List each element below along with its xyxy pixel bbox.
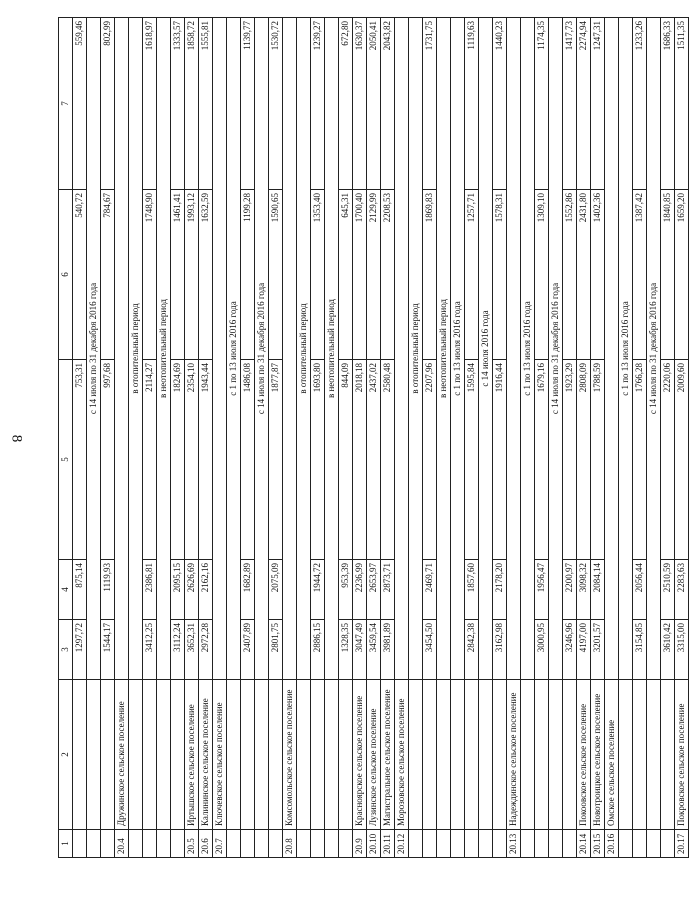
row-number: 20.16: [605, 830, 619, 858]
value-cell: 1387,42: [633, 190, 647, 360]
settlement-name: Морозовское сельское поселение: [395, 680, 409, 830]
row-number: 20.6: [199, 830, 213, 858]
table-row: [101, 18, 115, 858]
value-cell: 1840,85: [661, 190, 675, 360]
settlement-row: [381, 18, 395, 858]
header-cell: 7: [59, 18, 73, 190]
settlement-row: [283, 18, 297, 858]
value-cell: 2437,02: [367, 360, 381, 560]
value-cell: 1119,63: [465, 18, 479, 190]
header-cell: 6: [59, 190, 73, 360]
settlement-name: Комсомольское сельское поселение: [283, 680, 297, 830]
value-cell: 2018,18: [353, 360, 367, 560]
settlement-row: [199, 18, 213, 858]
value-cell: 1618,97: [143, 18, 157, 190]
period-row: [451, 18, 465, 858]
value-cell: 1944,72: [311, 560, 325, 620]
table-row: [73, 18, 87, 858]
value-cell: 1916,44: [493, 360, 507, 560]
period-row: [297, 18, 311, 858]
header-cell: 3: [59, 620, 73, 680]
tariff-table: [58, 17, 689, 858]
row-number: 20.15: [591, 830, 605, 858]
value-cell: 1824,69: [171, 360, 185, 560]
value-cell: 3098,32: [577, 560, 591, 620]
value-cell: 3162,98: [493, 620, 507, 680]
table-row: [311, 18, 325, 858]
settlement-row: [507, 18, 521, 858]
value-cell: 1956,47: [535, 560, 549, 620]
value-cell: 1486,08: [241, 360, 255, 560]
table-row: [661, 18, 675, 858]
value-cell: 1748,90: [143, 190, 157, 360]
value-cell: 953,39: [339, 560, 353, 620]
header-row: [59, 18, 73, 858]
value-cell: 1686,33: [661, 18, 675, 190]
period-label: в отопительный период: [297, 18, 311, 680]
value-cell: 1417,73: [563, 18, 577, 190]
value-cell: 1530,72: [269, 18, 283, 190]
settlement-name: Магистральное сельское поселение: [381, 680, 395, 830]
value-cell: 2050,41: [367, 18, 381, 190]
value-cell: 2056,44: [633, 560, 647, 620]
value-cell: 3112,24: [171, 620, 185, 680]
table-row: [633, 18, 647, 858]
value-cell: 1857,60: [465, 560, 479, 620]
value-cell: 2129,99: [367, 190, 381, 360]
value-cell: 2886,15: [311, 620, 325, 680]
settlement-name: Иртышское сельское поселение: [185, 680, 199, 830]
period-row: [409, 18, 423, 858]
value-cell: 2510,59: [661, 560, 675, 620]
settlement-row: [675, 18, 689, 858]
value-cell: 1700,40: [353, 190, 367, 360]
value-cell: 2162,16: [199, 560, 213, 620]
value-cell: 1511,35: [675, 18, 689, 190]
value-cell: 1139,77: [241, 18, 255, 190]
value-cell: 1682,89: [241, 560, 255, 620]
period-label: в неотопительный период: [325, 18, 339, 680]
value-cell: 1544,17: [101, 620, 115, 680]
period-label: с 14 июля по 31 декабря 2016 года: [549, 18, 563, 680]
period-row: [325, 18, 339, 858]
value-cell: 3154,85: [633, 620, 647, 680]
value-cell: 1440,23: [493, 18, 507, 190]
settlement-row: [115, 18, 129, 858]
table-row: [423, 18, 437, 858]
settlement-row: [577, 18, 591, 858]
value-cell: 2220,06: [661, 360, 675, 560]
value-cell: 1555,81: [199, 18, 213, 190]
value-cell: 2207,96: [423, 360, 437, 560]
period-label: с 14 июля по 31 декабря 2016 года: [87, 18, 101, 680]
value-cell: 3201,57: [591, 620, 605, 680]
table-row: [241, 18, 255, 858]
value-cell: 3454,50: [423, 620, 437, 680]
table-row: [535, 18, 549, 858]
period-row: [227, 18, 241, 858]
value-cell: 1877,87: [269, 360, 283, 560]
settlement-name: Дружинское сельское поселение: [115, 680, 129, 830]
value-cell: 2842,38: [465, 620, 479, 680]
value-cell: 1239,27: [311, 18, 325, 190]
value-cell: 2407,89: [241, 620, 255, 680]
table-row: [563, 18, 577, 858]
row-number: 20.8: [283, 830, 297, 858]
table-row: [465, 18, 479, 858]
value-cell: 784,67: [101, 190, 115, 360]
value-cell: 1659,20: [675, 190, 689, 360]
value-cell: 1461,41: [171, 190, 185, 360]
value-cell: 672,80: [339, 18, 353, 190]
value-cell: 2972,28: [199, 620, 213, 680]
row-number: 20.4: [115, 830, 129, 858]
period-row: [87, 18, 101, 858]
period-label: в неотопительный период: [437, 18, 451, 680]
value-cell: 2095,15: [171, 560, 185, 620]
period-label: с 1 по 13 июля 2016 года: [451, 18, 465, 680]
value-cell: 1309,10: [535, 190, 549, 360]
settlement-name: Омское сельское поселение: [605, 680, 619, 830]
table-row: [493, 18, 507, 858]
period-row: [255, 18, 269, 858]
row-number: 20.14: [577, 830, 591, 858]
value-cell: 1257,71: [465, 190, 479, 360]
value-cell: 645,31: [339, 190, 353, 360]
period-label: с 1 по 13 июля 2016 года: [619, 18, 633, 680]
header-cell: 2: [59, 680, 73, 830]
header-cell: 1: [59, 830, 73, 858]
value-cell: 559,46: [73, 18, 87, 190]
settlement-name: [73, 680, 87, 830]
settlement-row: [185, 18, 199, 858]
value-cell: 2431,80: [577, 190, 591, 360]
value-cell: 875,14: [73, 560, 87, 620]
period-row: [157, 18, 171, 858]
period-label: с 1 по 13 июля 2016 года: [521, 18, 535, 680]
value-cell: 1693,80: [311, 360, 325, 560]
value-cell: 2236,99: [353, 560, 367, 620]
value-cell: 2626,69: [185, 560, 199, 620]
value-cell: 2580,48: [381, 360, 395, 560]
value-cell: 2084,14: [591, 560, 605, 620]
period-row: [129, 18, 143, 858]
settlement-name: Калининское сельское поселение: [199, 680, 213, 830]
period-label: в отопительный период: [129, 18, 143, 680]
table-row: [339, 18, 353, 858]
value-cell: 3412,25: [143, 620, 157, 680]
value-cell: 2653,97: [367, 560, 381, 620]
value-cell: 3981,89: [381, 620, 395, 680]
value-cell: 1552,86: [563, 190, 577, 360]
table-row: [171, 18, 185, 858]
period-label: с 14 июля по 31 декабря 2016 года: [255, 18, 269, 680]
value-cell: 2469,71: [423, 560, 437, 620]
settlement-name: Покровское сельское поселение: [675, 680, 689, 830]
value-cell: 540,72: [73, 190, 87, 360]
value-cell: 1943,44: [199, 360, 213, 560]
period-row: [647, 18, 661, 858]
value-cell: 1297,72: [73, 620, 87, 680]
value-cell: 1333,57: [171, 18, 185, 190]
value-cell: 2178,20: [493, 560, 507, 620]
value-cell: 1869,83: [423, 190, 437, 360]
value-cell: 3315,00: [675, 620, 689, 680]
row-number: [73, 830, 87, 858]
value-cell: 1174,35: [535, 18, 549, 190]
value-cell: 1679,16: [535, 360, 549, 560]
period-label: с 14 июля по 31 декабря 2016 года: [647, 18, 661, 680]
settlement-name: Красноярское сельское поселение: [353, 680, 367, 830]
value-cell: 1993,12: [185, 190, 199, 360]
value-cell: 1858,72: [185, 18, 199, 190]
table-row: [269, 18, 283, 858]
value-cell: 844,09: [339, 360, 353, 560]
rotated-table-container: [58, 18, 686, 858]
value-cell: 2043,82: [381, 18, 395, 190]
value-cell: 1766,28: [633, 360, 647, 560]
value-cell: 997,68: [101, 360, 115, 560]
row-number: 20.17: [675, 830, 689, 858]
settlement-row: [591, 18, 605, 858]
value-cell: 1199,28: [241, 190, 255, 360]
value-cell: 2873,71: [381, 560, 395, 620]
value-cell: 2009,60: [675, 360, 689, 560]
period-label: в отопительный период: [409, 18, 423, 680]
period-label: с 14 июля 2016 года: [479, 18, 493, 680]
settlement-row: [213, 18, 227, 858]
period-row: [549, 18, 563, 858]
value-cell: 3246,96: [563, 620, 577, 680]
value-cell: 1233,26: [633, 18, 647, 190]
value-cell: 1578,31: [493, 190, 507, 360]
value-cell: 2283,63: [675, 560, 689, 620]
settlement-name: Лузинское сельское поселение: [367, 680, 381, 830]
value-cell: 1402,36: [591, 190, 605, 360]
settlement-row: [353, 18, 367, 858]
settlement-name: Новотроицкое сельское поселение: [591, 680, 605, 830]
settlement-row: [367, 18, 381, 858]
row-number: 20.13: [507, 830, 521, 858]
value-cell: 1247,31: [591, 18, 605, 190]
value-cell: 1923,29: [563, 360, 577, 560]
row-number: 20.5: [185, 830, 199, 858]
period-row: [619, 18, 633, 858]
value-cell: 3047,49: [353, 620, 367, 680]
table-row: [143, 18, 157, 858]
value-cell: 802,99: [101, 18, 115, 190]
settlement-name: Покоовское сельское поселение: [577, 680, 591, 830]
period-row: [437, 18, 451, 858]
value-cell: 1119,93: [101, 560, 115, 620]
row-number: 20.9: [353, 830, 367, 858]
value-cell: 753,31: [73, 360, 87, 560]
value-cell: 1632,59: [199, 190, 213, 360]
value-cell: 2208,53: [381, 190, 395, 360]
settlement-name: Надеждинское сельское поселение: [507, 680, 521, 830]
value-cell: 2274,94: [577, 18, 591, 190]
header-cell: 5: [59, 360, 73, 560]
period-label: с 1 по 13 июля 2016 года: [227, 18, 241, 680]
row-number: 20.10: [367, 830, 381, 858]
value-cell: 2801,75: [269, 620, 283, 680]
value-cell: 2200,97: [563, 560, 577, 620]
value-cell: 2114,27: [143, 360, 157, 560]
value-cell: 1590,65: [269, 190, 283, 360]
header-cell: 4: [59, 560, 73, 620]
value-cell: 1595,84: [465, 360, 479, 560]
settlement-name: Ключевское сельское поселение: [213, 680, 227, 830]
period-row: [479, 18, 493, 858]
page-number: 8: [8, 434, 25, 443]
settlement-row: [395, 18, 409, 858]
value-cell: 1630,37: [353, 18, 367, 190]
value-cell: 2354,10: [185, 360, 199, 560]
settlement-row: [605, 18, 619, 858]
value-cell: 2075,09: [269, 560, 283, 620]
period-label: в неотопительный период: [157, 18, 171, 680]
value-cell: 1731,75: [423, 18, 437, 190]
value-cell: 2808,09: [577, 360, 591, 560]
value-cell: 1788,59: [591, 360, 605, 560]
value-cell: 3652,31: [185, 620, 199, 680]
value-cell: 1328,35: [339, 620, 353, 680]
row-number: 20.12: [395, 830, 409, 858]
value-cell: 3610,42: [661, 620, 675, 680]
value-cell: 1353,40: [311, 190, 325, 360]
value-cell: 2386,81: [143, 560, 157, 620]
row-number: 20.11: [381, 830, 395, 858]
period-row: [521, 18, 535, 858]
value-cell: 3000,95: [535, 620, 549, 680]
row-number: 20.7: [213, 830, 227, 858]
value-cell: 3459,54: [367, 620, 381, 680]
value-cell: 4197,00: [577, 620, 591, 680]
